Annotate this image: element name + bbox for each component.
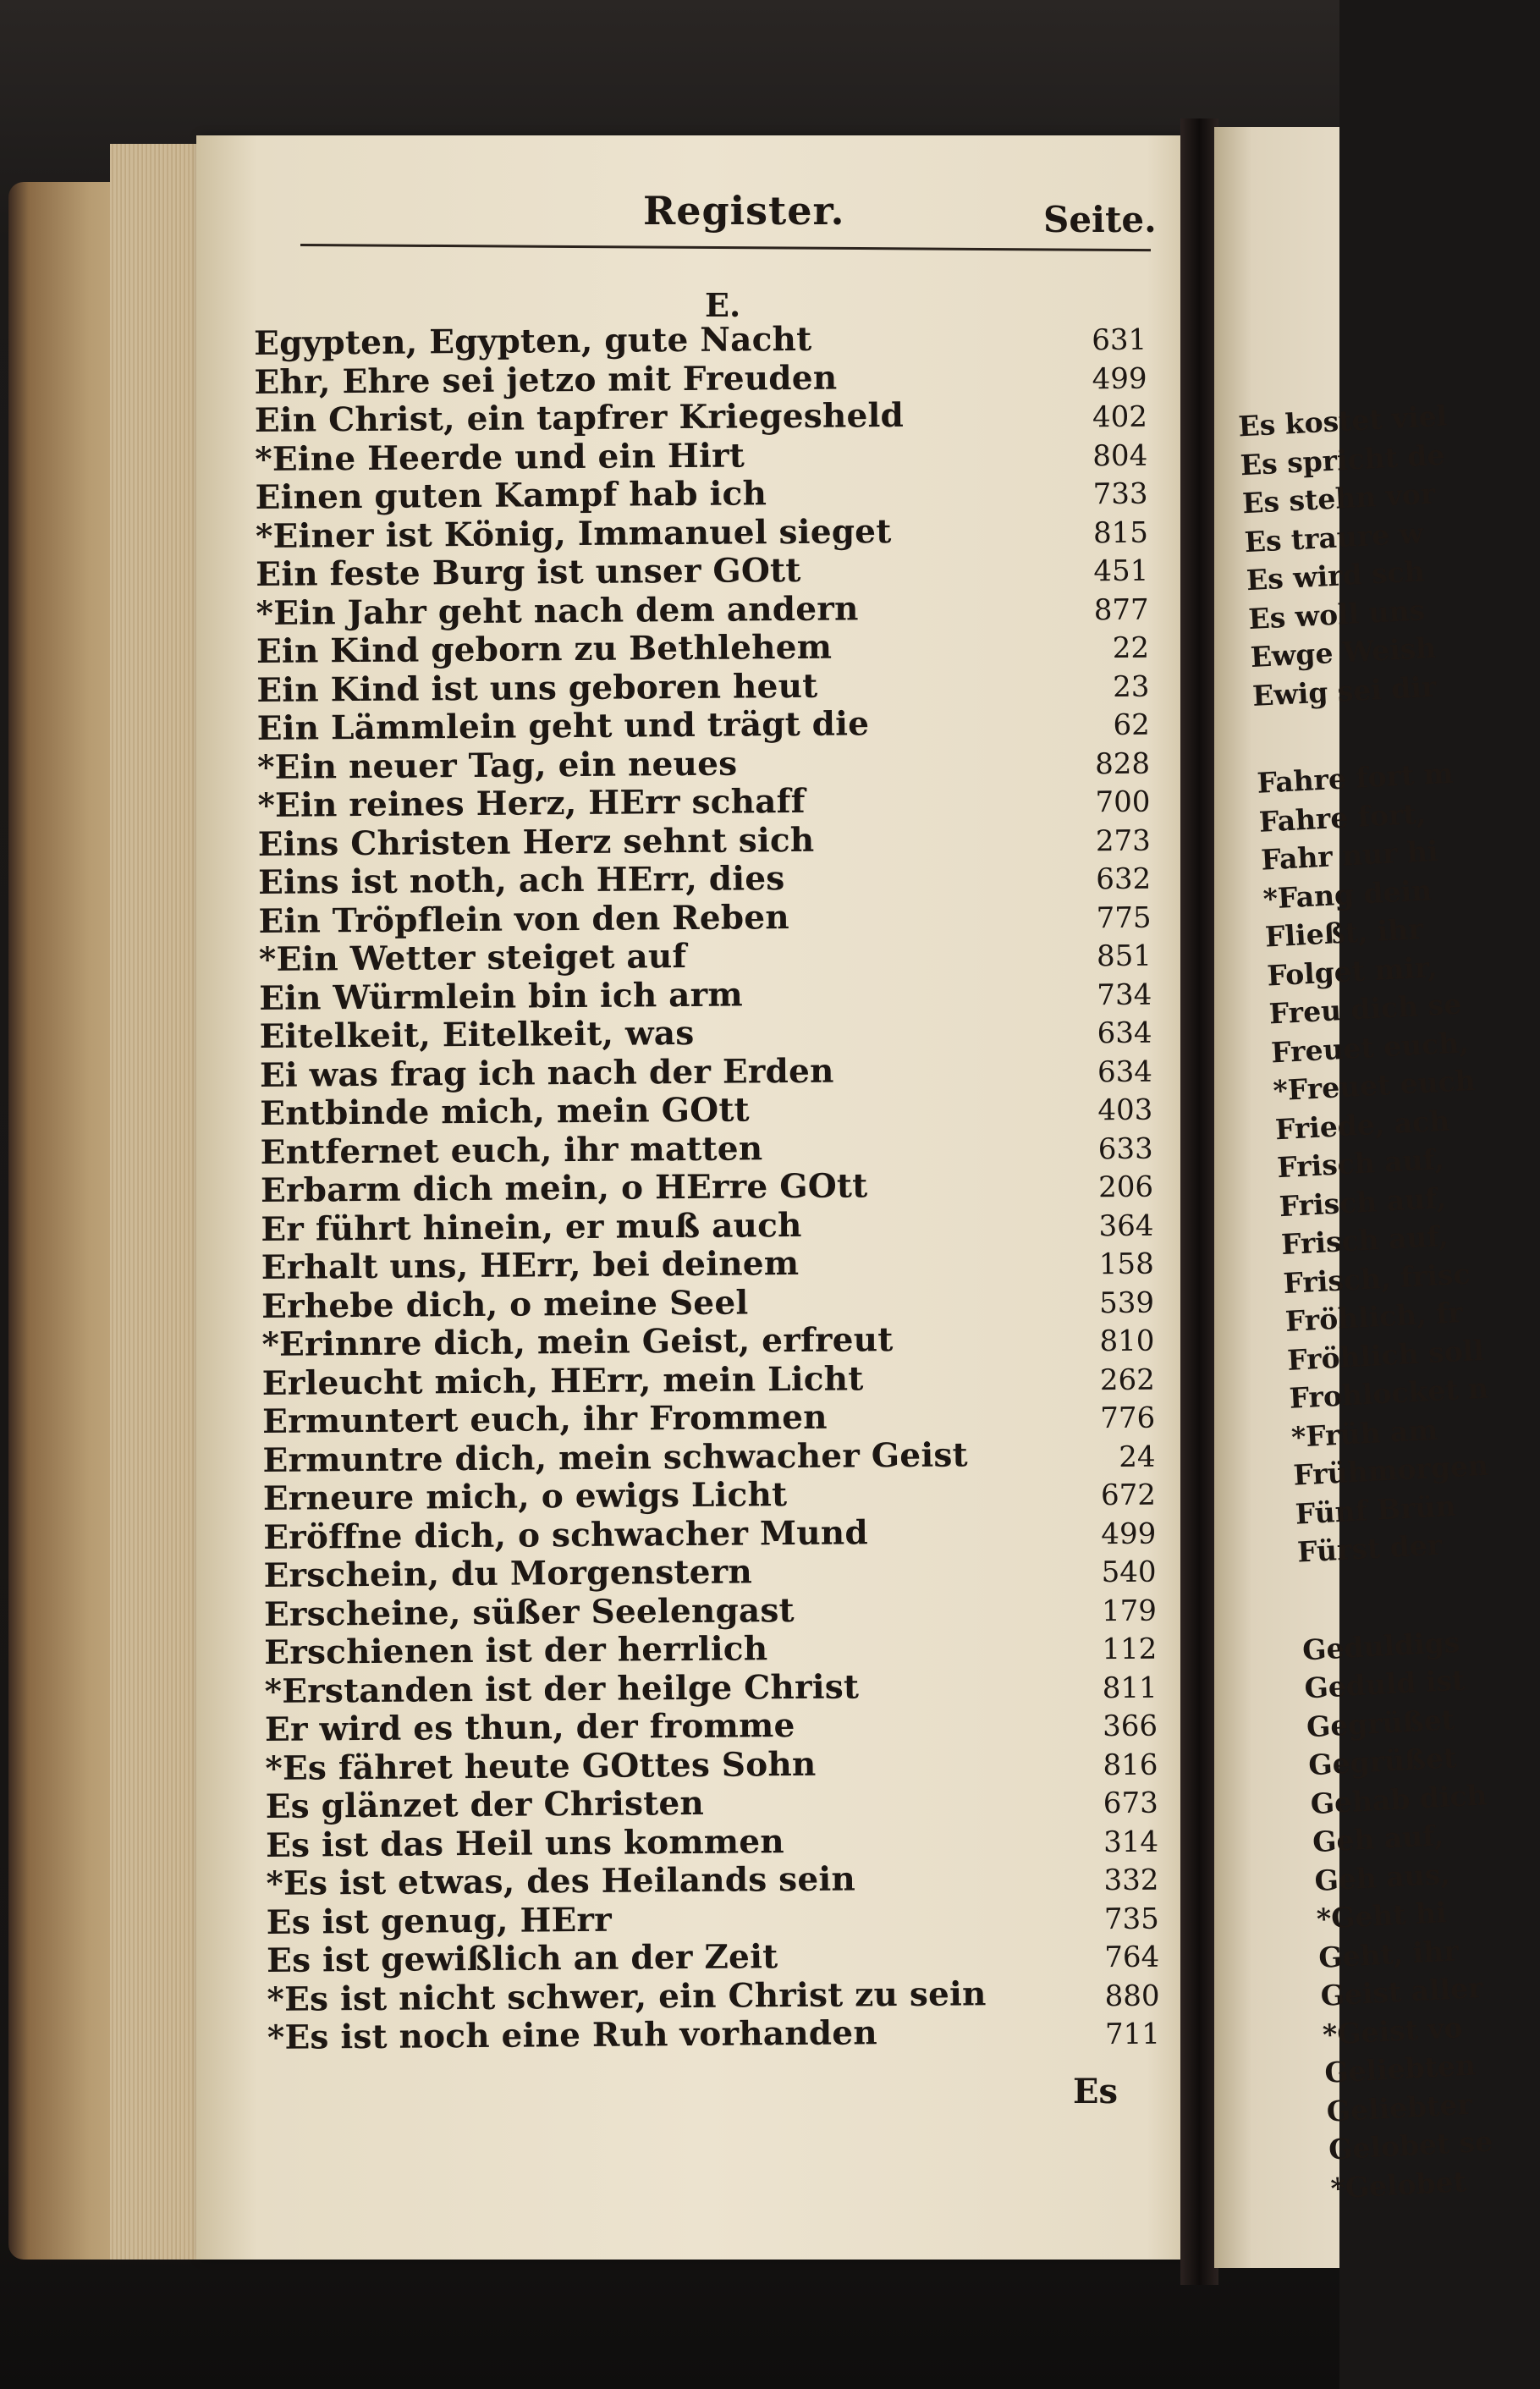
entry-page-number: 775 (1096, 900, 1152, 935)
entry-page-number: 631 (1092, 322, 1147, 358)
entry-page-number: 62 (1113, 707, 1150, 743)
entry-title: *Es ist etwas, des Heilands sein (266, 1859, 856, 1903)
entry-page-number: 632 (1096, 861, 1152, 897)
right-page-entry-fragment: Frisch auf, (1280, 1219, 1449, 1262)
right-page-entry-fragment: Geh auf, (1312, 1819, 1445, 1859)
entry-title: Entfernet euch, ihr matten (260, 1128, 763, 1172)
entry-title: Es glänzet der Christen (265, 1783, 705, 1826)
entry-page-number: 262 (1099, 1362, 1155, 1397)
right-page-entry-fragment: Friede, ach (1274, 1104, 1451, 1146)
entry-title: *Einer ist König, Immanuel sieget (255, 511, 892, 556)
right-page-entry-fragment: Ewge Weish (1249, 630, 1438, 674)
entry-page-number: 673 (1103, 1786, 1158, 1821)
index-entry (267, 2012, 1190, 2057)
entry-page-number: 206 (1097, 1170, 1154, 1205)
entry-title: Er führt hinein, er muß auch (261, 1205, 802, 1249)
right-page-entry-fragment: Geduld ist (1303, 1663, 1466, 1705)
entry-title: Er wird es thun, der fromme (264, 1706, 795, 1749)
right-page-entry-fragment: Frisch auf, (1276, 1142, 1445, 1185)
entry-title: *Erinnre dich, mein Geist, erfreut (261, 1320, 894, 1364)
entry-title: *Es fähret heute GOttes Sohn (265, 1744, 817, 1788)
right-page-entry-fragment: Es kostet viel (1237, 399, 1449, 443)
entry-title: *Ein Wetter steiget auf (258, 937, 687, 979)
entry-title: Eins Christen Herz sehnt sich (257, 820, 815, 864)
right-page-entry-fragment: *Freuet euch (1272, 1063, 1477, 1108)
entry-title: Entbinde mich, mein GOtt (260, 1090, 750, 1133)
page-column-label: Seite. (1043, 199, 1157, 240)
right-page-entry-fragment: Fürst der (1296, 1528, 1444, 1569)
right-page-entry-fragment: Es traure w (1243, 515, 1424, 559)
entry-page-number: 273 (1095, 823, 1151, 858)
entry-page-number: 764 (1104, 1940, 1160, 1975)
entry-title: Erschein, du Morgenstern (263, 1552, 753, 1595)
entry-page-number: 112 (1102, 1632, 1158, 1667)
entry-title: Es ist genug, HErr (266, 1900, 613, 1942)
entry-title: *Erstanden ist der heilge Christ (264, 1666, 860, 1711)
right-page-entry-fragment: Geist aller (1319, 1970, 1484, 2012)
entry-title: Es ist das Heil uns kommen (265, 1821, 785, 1865)
entry-title: Ermuntert euch, ihr Frommen (261, 1397, 828, 1441)
entry-page-number: 364 (1098, 1208, 1154, 1243)
entry-title: Ehr, Ehre sei jetzo mit Freuden (254, 358, 838, 402)
catchword: Es (1073, 2072, 1119, 2111)
entry-page-number: 634 (1097, 1054, 1153, 1089)
entry-page-number: 828 (1095, 746, 1151, 781)
page-title: Register. (643, 188, 845, 234)
entry-title: Erschienen ist der herrlich (264, 1629, 768, 1672)
entry-page-number: 158 (1098, 1247, 1154, 1282)
right-page-entry-fragment: Freu dich se (1268, 987, 1463, 1031)
entry-page-number: 366 (1102, 1709, 1158, 1744)
right-page-entry-fragment: Geh aus, (1313, 1857, 1451, 1897)
entry-page-number: 499 (1092, 361, 1147, 396)
entry-title: Erscheine, süßer Seelengast (263, 1590, 795, 1634)
right-page-entry-fragment: *Gelobet (1329, 2164, 1467, 2205)
entry-title: *Ein Jahr geht nach dem andern (256, 588, 859, 633)
right-page-entry-fragment: Geduldigs (1301, 1625, 1461, 1667)
right-page-entry-fragment: Es wird sch (1246, 554, 1426, 597)
right-page-entry-fragment: Fahr nur hi (1260, 834, 1439, 877)
entry-page-number: 499 (1101, 1517, 1157, 1551)
entry-title: *Eine Heerde und ein Hirt (255, 435, 745, 479)
entry-page-number: 816 (1103, 1748, 1158, 1782)
right-page-entry-fragment: Es woll uns (1247, 592, 1426, 636)
entry-page-number: 877 (1093, 592, 1149, 627)
entry-title: Ein Tröpflein von den Reben (258, 897, 790, 941)
entry-title: Erhebe dich, o meine Seel (261, 1282, 749, 1326)
right-page-entry-fragment: Fließt, ihr (1264, 911, 1424, 954)
section-letter: E. (705, 286, 741, 324)
entry-title: Erleucht mich, HErr, mein Licht (261, 1358, 864, 1403)
right-page-entry-fragment: Es spricht de (1239, 438, 1446, 482)
entry-title: Eitelkeit, Eitelkeit, was (259, 1013, 695, 1056)
entry-title: *Es ist nicht schwer, ein Christ zu sein (267, 1973, 987, 2019)
entry-page-number: 402 (1092, 399, 1148, 435)
entry-page-number: 179 (1101, 1594, 1158, 1628)
entry-title: *Ein reines Herz, HErr schaff (257, 781, 806, 825)
entry-title: Einen guten Kampf hab ich (255, 474, 767, 517)
entry-title: Erneure mich, o ewigs Licht (262, 1475, 788, 1518)
entry-title: Erbarm dich mein, o HErre GOtt (260, 1166, 868, 1210)
right-page-entry-fragment: Fröhlich soll (1286, 1333, 1485, 1377)
right-page-entry-fragment: Gegrüßet (1307, 1741, 1458, 1782)
entry-page-number: 539 (1099, 1285, 1155, 1320)
entry-page-number: 734 (1097, 977, 1152, 1012)
right-page (1214, 127, 1494, 2268)
entry-page-number: 711 (1104, 2017, 1161, 2052)
right-page-entry-fragment: *Geht hi (1315, 1896, 1448, 1936)
entry-page-number: 314 (1103, 1825, 1159, 1859)
entry-title: Ein Kind ist uns geboren heut (256, 666, 818, 710)
entry-page-number: 700 (1095, 784, 1151, 820)
entry-page-number: 451 (1093, 553, 1149, 589)
entry-page-number: 22 (1112, 630, 1150, 666)
right-page-entry-fragment: *Fang dein (1262, 872, 1433, 916)
right-page-entry-fragment: *Geist vo (1322, 2010, 1464, 2051)
entry-title: Eröffne dich, o schwacher Mund (263, 1512, 869, 1557)
entry-page-number: 403 (1097, 1093, 1153, 1128)
right-page-entry-fragment: Es stehn vor (1241, 476, 1437, 520)
right-page-entry-fragment: Fahre fort, (1257, 796, 1427, 839)
entry-page-number: 776 (1100, 1401, 1156, 1436)
entry-title: Ein Lämmlein geht und trägt die (256, 704, 870, 748)
right-page-entry-fragment: *Früh am (1290, 1412, 1439, 1454)
entry-title: Es ist gewißlich an der Zeit (267, 1937, 778, 1980)
index-entries (254, 317, 1190, 2057)
right-page-entry-fragment: Frohlocket n (1288, 1371, 1489, 1415)
entry-page-number: 733 (1092, 476, 1148, 512)
entry-title: Erhalt uns, HErr, bei deinem (261, 1243, 800, 1287)
right-page-entry-fragment: Geliebter (1325, 2087, 1473, 2128)
entry-page-number: 811 (1102, 1671, 1158, 1705)
entry-title: Ermuntre dich, mein schwacher Geist (262, 1434, 968, 1480)
entry-title: Ein Kind geborn zu Bethlehem (256, 627, 833, 671)
entry-page-number: 815 (1092, 515, 1149, 550)
entry-page-number: 540 (1101, 1555, 1157, 1590)
right-page-entry-fragment: Folget mir, (1266, 950, 1438, 993)
right-page-entry-fragment: Fröhlich, fr (1284, 1296, 1464, 1339)
entry-page-number: 672 (1100, 1478, 1157, 1513)
entry-title: Ein feste Burg ist unser GOtt (256, 550, 801, 594)
right-page-entry-fragment: Fahre fort m (1256, 756, 1455, 800)
right-page-entry-fragment: Ewig sei dir (1251, 669, 1438, 713)
entry-page-number: 804 (1092, 438, 1148, 473)
entry-page-number: 23 (1112, 669, 1150, 704)
right-page-entry-fragment: Gehab dich (1309, 1777, 1488, 1820)
entry-title: Ein Christ, ein tapfrer Kriegesheld (254, 395, 905, 440)
entry-page-number: 851 (1096, 939, 1152, 974)
entry-page-number: 24 (1119, 1439, 1156, 1474)
right-page-entry-fragment: Gegrüßet (1306, 1702, 1455, 1743)
entry-page-number: 332 (1103, 1863, 1159, 1898)
right-page-entry-fragment: Frisch auf, (1278, 1181, 1447, 1223)
entry-page-number: 735 (1103, 1902, 1159, 1936)
entry-title: Eins ist noth, ach HErr, dies (257, 859, 785, 902)
right-page-entry-fragment: Geht, ihr (1317, 1933, 1460, 1974)
entry-page-number: 633 (1097, 1131, 1153, 1166)
entry-title: *Es ist noch eine Ruh vorhanden (267, 2013, 878, 2057)
entry-title: Ei was frag ich nach der Erden (259, 1051, 834, 1095)
entry-title: *Ein neuer Tag, ein neues (256, 744, 738, 787)
right-page-entry-fragment: Frisch, frisc (1282, 1257, 1471, 1300)
right-page-entry-fragment: Gelobet se (1328, 2124, 1494, 2166)
entry-title: Ein Würmlein bin ich arm (259, 974, 744, 1018)
right-page-entry-fragment: Fünf Brün (1294, 1489, 1457, 1531)
right-page-entry-fragment: Geliebten (1323, 2048, 1477, 2089)
entry-page-number: 880 (1104, 1979, 1160, 2013)
entry-page-number: 810 (1099, 1324, 1155, 1359)
right-page-entry-fragment: Freuet euch, (1270, 1025, 1470, 1069)
entry-title: Egypten, Egypten, gute Nacht (253, 319, 812, 363)
entry-page-number: 634 (1097, 1016, 1152, 1051)
right-page-entry-fragment: Frühmorgen (1292, 1448, 1489, 1492)
